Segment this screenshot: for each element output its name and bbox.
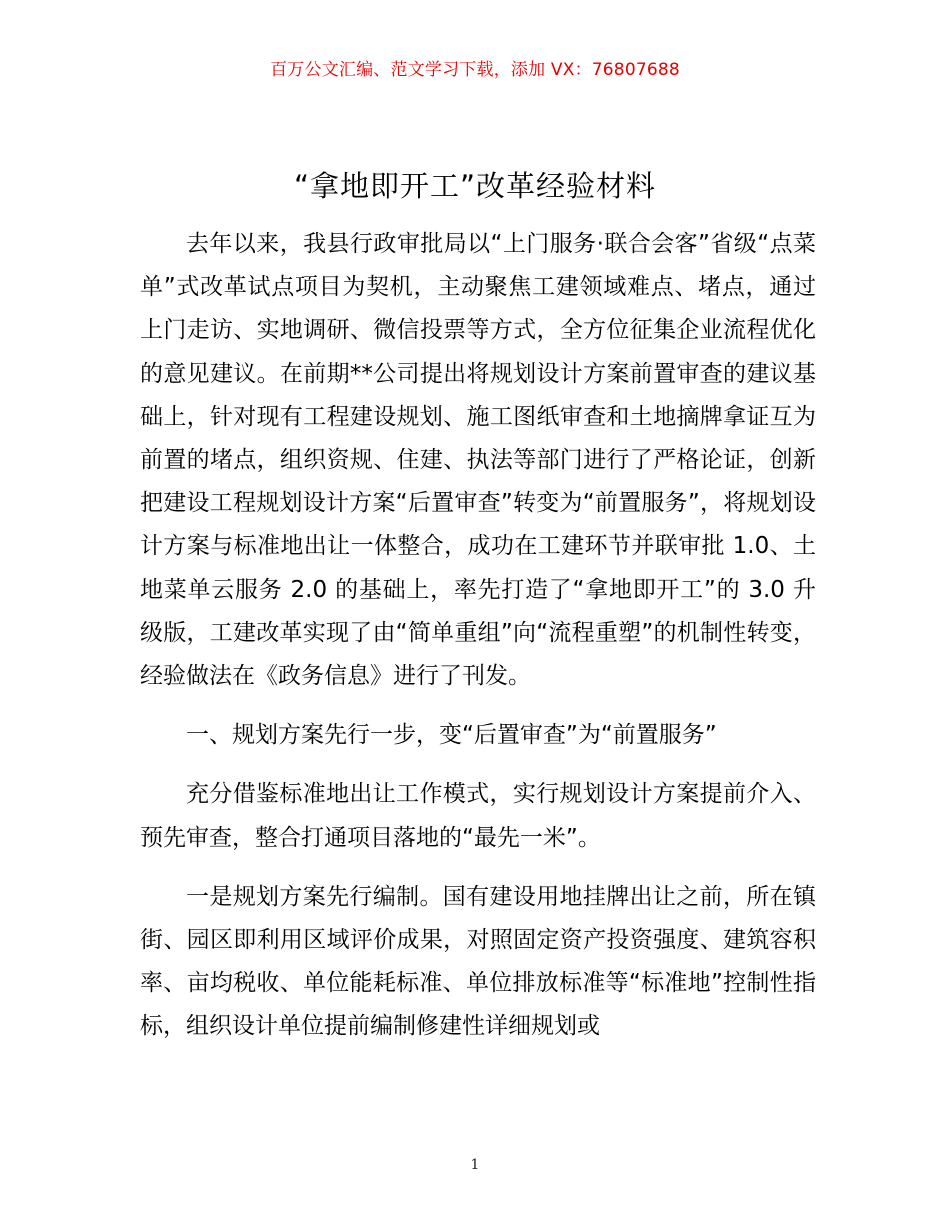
paragraph-intro: 去年以来，我县行政审批局以“上门服务·联合会客”省级“点菜单”式改革试点项目为契机，主动聚焦工建领域难点、堵点，通过上门走访、实地调研、微信投票等方式，全方位征集企业流程优化的意见建议。在前期**公司提出将规划设计方案前置审查的建议基础上，针对现有工程建设规划、施工图纸审查和土地摘牌拿证互为前置的堵点，组织资规、住建、执法等部门进行了严格论证，创新把建设工程规划设计方案“后置审查”转变为“前置服务”，将规划设计方案与标准地出让一体整合，成功在工建环节并联审批 1.0、土地菜单云服务 2.0 的基础上，率先打造了“拿地即开工”的 3.0 升级版，工建改革实现了由“简单重组”向“流程重塑”的机制性转变，经验做法在《政务信息》进行了刊发。 [140,231,816,690]
paragraph-section-1-summary: 充分借鉴标准地出让工作模式，实行规划设计方案提前介入、预先审查，整合打通项目落地的“最先一米”。 [140,781,816,851]
document-title: “拿地即开工”改革经验材料 [293,169,657,203]
paragraph-section-1-point-1: 一是规划方案先行编制。国有建设用地挂牌出让之前，所在镇街、园区即利用区域评价成果，对照固定资产投资强度、建筑容积率、亩均税收、单位能耗标准、单位排放标准等“标准地”控制性指标，组织设计单位提前编制修建性详细规划或 [140,883,816,1040]
page-number: 1 [470,1157,480,1173]
header-note: 百万公文汇编、范文学习下载，添加 VX：76807688 [270,60,680,80]
document-body [140,223,816,1049]
section-heading-1: 一、规划方案先行一步，变“后置审查”为“前置服务” [186,722,717,749]
